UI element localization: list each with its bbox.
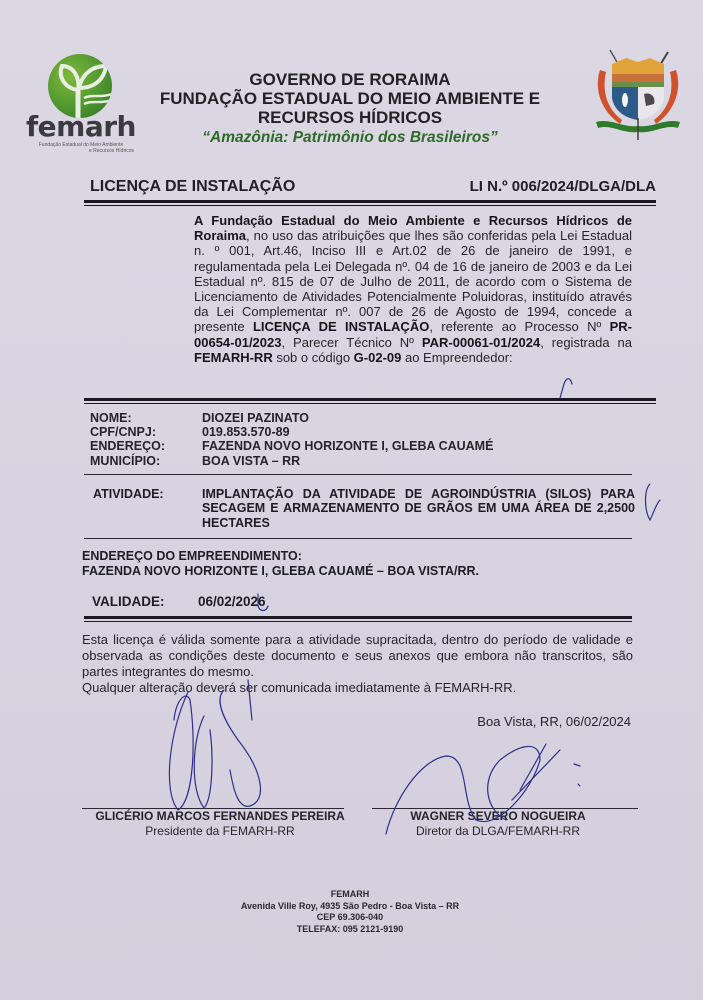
field-label: ENDEREÇO: xyxy=(90,439,166,454)
field-value: BOA VISTA – RR xyxy=(202,453,301,468)
footer-street: Avenida Ville Roy, 4935 São Pedro - Boa Vista – RR xyxy=(240,900,460,911)
intro-text-2: , referente ao Processo Nº xyxy=(429,319,610,335)
activity-value: IMPLANTAÇÃO DA ATIVIDADE DE AGROINDÚSTRIA (SILOS) PARA SECAGEM E ARMAZENAMENTO DE GRÃOS EM UMA ÁREA DE 2,2500 HECTARES xyxy=(202,487,635,530)
validity-conditions-text: Esta licença é válida somente para a atividade supracitada, dentro do período de validade e observada as condições deste documento e seus anexos que embora não transcritos, são partes integrantes do mesmo. xyxy=(82,632,633,679)
government-name: GOVERNO DE RORAIMA xyxy=(249,70,451,89)
field-label: NOME: xyxy=(90,411,132,425)
activity-code: G-02-09 xyxy=(353,349,402,365)
intro-text-5: sob o código xyxy=(272,349,354,365)
field-label: CPF/CNPJ: xyxy=(90,425,156,440)
site-address-value: FAZENDA NOVO HORIZONTE I, GLEBA CAUAMÉ – BOA VISTA/RR. xyxy=(82,564,480,578)
institution-name-bold: A Fundação Estadual do Meio Ambiente e Recursos Hídricos de Roraima xyxy=(194,213,632,244)
site-address-label: ENDEREÇO DO EMPREENDIMENTO: xyxy=(82,549,302,563)
footer-address xyxy=(200,889,500,935)
technical-opinion-number: PAR-00061-01/2024 xyxy=(421,334,541,350)
motto: “Amazônia: Patrimônio dos Brasileiros” xyxy=(202,129,498,146)
intro-text-6: ao Empreendedor: xyxy=(401,349,513,365)
license-type: LICENÇA DE INSTALAÇÃO xyxy=(90,178,296,195)
field-value: DIOZEI PAZINATO xyxy=(202,411,309,425)
footer-phone: TELEFAX: 095 2121-9190 xyxy=(296,923,404,934)
process-number: PR-00654-01/2023 xyxy=(194,319,632,350)
validity-date: 06/02/2026 xyxy=(198,594,266,609)
intro-text-4: , registrada na xyxy=(540,334,632,350)
license-number: LI N.º 006/2024/DLGA/DLA xyxy=(469,178,656,195)
validity-label: VALIDADE: xyxy=(92,594,165,609)
intro-text-3: , Parecer Técnico Nº xyxy=(281,334,422,350)
footer-org: FEMARH xyxy=(330,889,370,899)
place-and-date: Boa Vista, RR, 06/02/2024 xyxy=(477,714,631,729)
logo-subtitle-line2: e Recursos Hídricos xyxy=(88,148,134,154)
institution-line-2: RECURSOS HÍDRICOS xyxy=(257,108,443,127)
institution-line-1: FUNDAÇÃO ESTADUAL DO MEIO AMBIENTE E xyxy=(159,89,541,108)
field-value: FAZENDA NOVO HORIZONTE I, GLEBA CAUAMÉ xyxy=(202,439,494,454)
field-label: MUNICÍPIO: xyxy=(90,453,161,468)
logo-subtitle-line1: Fundação Estadual do Meio Ambiente xyxy=(38,142,124,148)
license-type-bold: LICENÇA DE INSTALAÇÃO xyxy=(252,319,430,335)
signer-name: WAGNER SEVERO NOGUEIRA xyxy=(410,809,586,823)
logo-wordmark: femarh xyxy=(26,110,136,143)
field-value: 019.853.570-89 xyxy=(202,425,290,440)
signer-name: GLICÉRIO MARCOS FERNANDES PEREIRA xyxy=(95,809,345,823)
signer-role: Diretor da DLGA/FEMARH-RR xyxy=(415,824,581,838)
intro-text-1: , no uso das atribuições que lhes são conferidas pela Lei Estadual n. º 001, Art.46, Inciso III e Art.02 de 26 de janeiro de 1991, e regulamentada pela Lei Delegada nº. 04 de 16 de janeiro de 2003 e da Lei Estadual nº. 815 de 07 de Julho de 2011, de acordo com o Sistema de Licenciamento de Atividades Potencialmente Poluidoras, instituído através da Lei Complementar nº. 007 de 26 de Agosto de 1994, concede a presente xyxy=(194,228,632,335)
registry-name: FEMARH-RR xyxy=(194,349,273,365)
activity-label: ATIVIDADE: xyxy=(93,487,164,501)
change-notice-text: Qualquer alteração deverá ser comunicada imediatamente à FEMARH-RR. xyxy=(82,680,517,695)
footer-cep: CEP 69.306-040 xyxy=(316,912,384,922)
signer-role: Presidente da FEMARH-RR xyxy=(145,824,295,838)
